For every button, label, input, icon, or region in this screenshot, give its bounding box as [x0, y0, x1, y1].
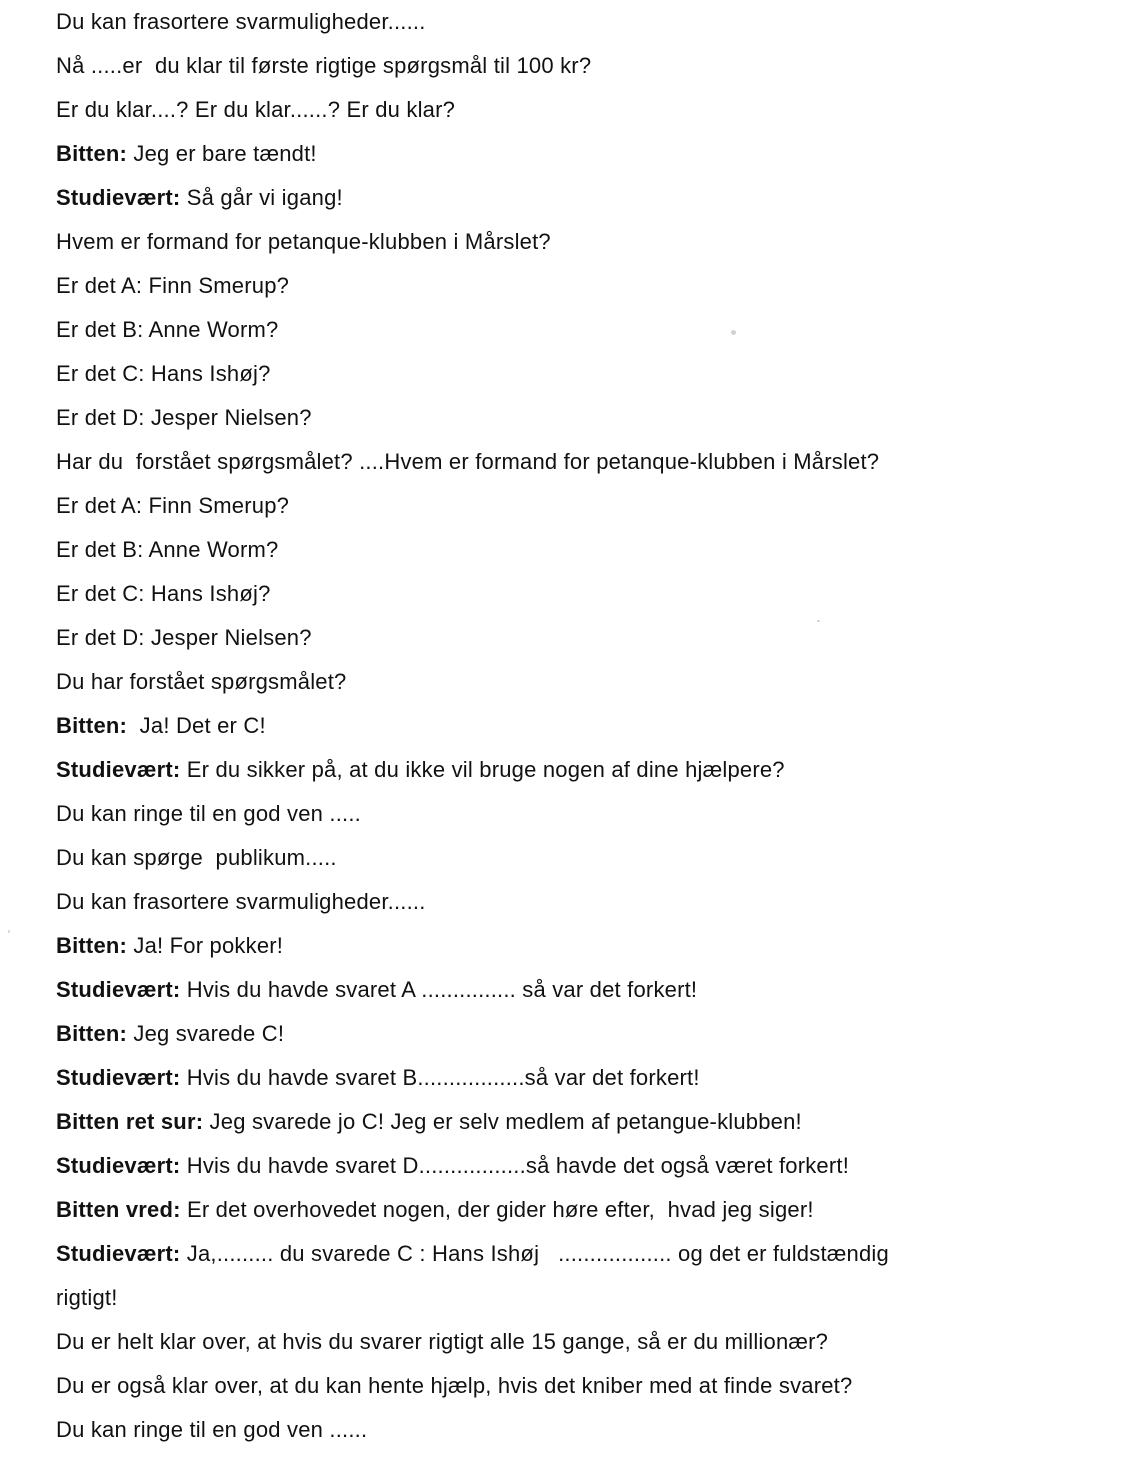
speaker-label: Bitten ret sur:: [56, 1109, 204, 1134]
line-text: Jeg svarede C!: [127, 1021, 285, 1046]
speaker-label: Bitten vred:: [56, 1197, 181, 1222]
dialogue-line: [56, 975, 697, 1005]
dialogue-line: [56, 1371, 852, 1401]
line-text: Er det D: Jesper Nielsen?: [56, 405, 312, 430]
scan-speck: [731, 330, 736, 335]
dialogue-line: [56, 579, 271, 609]
scan-speck: [817, 620, 820, 622]
dialogue-line: [56, 403, 312, 433]
line-text: Ja! For pokker!: [127, 933, 284, 958]
dialogue-line: [56, 359, 271, 389]
line-text: Hvis du havde svaret B.................så var det forkert!: [180, 1065, 700, 1090]
line-text: Jeg er bare tændt!: [127, 141, 317, 166]
dialogue-line: [56, 623, 312, 653]
scan-speck: [8, 930, 10, 933]
line-text: Er du klar....? Er du klar......? Er du klar?: [56, 97, 456, 122]
dialogue-line: [56, 183, 343, 213]
line-text: Er det C: Hans Ishøj?: [56, 581, 271, 606]
line-text: Er det B: Anne Worm?: [56, 317, 279, 342]
speaker-label: Studievært:: [56, 1065, 181, 1090]
speaker-label: Bitten:: [56, 713, 128, 738]
line-text: Hvis du havde svaret D.................så havde det også været forkert!: [180, 1153, 850, 1178]
line-text: rigtigt!: [56, 1285, 118, 1310]
dialogue-line: [56, 271, 289, 301]
dialogue-line: [56, 95, 455, 125]
line-text: Er det A: Finn Smerup?: [56, 273, 290, 298]
speaker-label: Studievært:: [56, 977, 181, 1002]
line-text: Jeg svarede jo C! Jeg er selv medlem af petangue-klubben!: [203, 1109, 802, 1134]
dialogue-line: [56, 1063, 700, 1093]
speaker-label: Studievært:: [56, 185, 181, 210]
speaker-label: Bitten:: [56, 141, 128, 166]
dialogue-line: [56, 711, 266, 741]
line-text: Du er helt klar over, at hvis du svarer rigtigt alle 15 gange, så er du millionær?: [56, 1329, 829, 1354]
line-text: Du kan spørge publikum.....: [56, 845, 337, 870]
dialogue-line: [56, 755, 785, 785]
dialogue-line: [56, 1195, 814, 1225]
line-text: Er du sikker på, at du ikke vil bruge nogen af dine hjælpere?: [180, 757, 785, 782]
line-text: Er det D: Jesper Nielsen?: [56, 625, 312, 650]
dialogue-line: [56, 667, 347, 697]
line-text: Er det C: Hans Ishøj?: [56, 361, 271, 386]
dialogue-line: [56, 315, 278, 345]
line-text: Du er også klar over, at du kan hente hjælp, hvis det kniber med at finde svaret?: [56, 1373, 853, 1398]
line-text: Så går vi igang!: [180, 185, 343, 210]
line-text: Du kan frasortere svarmuligheder......: [56, 9, 426, 34]
dialogue-line: [56, 447, 879, 477]
line-text: Hvem er formand for petanque-klubben i Mårslet?: [56, 229, 551, 254]
line-text: Du kan ringe til en god ven ......: [56, 1417, 368, 1442]
line-text: Hvis du havde svaret A ............... så var det forkert!: [180, 977, 698, 1002]
dialogue-line: [56, 931, 283, 961]
dialogue-line: [56, 887, 426, 917]
speaker-label: Studievært:: [56, 1241, 181, 1266]
dialogue-line: [56, 51, 591, 81]
line-text: Er det B: Anne Worm?: [56, 537, 279, 562]
line-text: Ja,......... du svarede C : Hans Ishøj .................. og det er fuldstændig: [180, 1241, 889, 1266]
dialogue-line: [56, 139, 317, 169]
speaker-label: Bitten:: [56, 933, 128, 958]
line-text: Ja! Det er C!: [127, 713, 266, 738]
speaker-label: Bitten:: [56, 1021, 128, 1046]
dialogue-line: [56, 491, 289, 521]
dialogue-line: [56, 1415, 367, 1445]
line-text: Er det overhovedet nogen, der gider høre efter, hvad jeg siger!: [180, 1197, 814, 1222]
dialogue-line: [56, 1239, 889, 1269]
line-text: Nå .....er du klar til første rigtige spørgsmål til 100 kr?: [56, 53, 592, 78]
dialogue-line: [56, 1151, 849, 1181]
dialogue-line: [56, 7, 426, 37]
line-text: Du har forstået spørgsmålet?: [56, 669, 347, 694]
dialogue-line: [56, 1107, 802, 1137]
speaker-label: Studievært:: [56, 757, 181, 782]
dialogue-line: [56, 1019, 284, 1049]
line-text: Du kan frasortere svarmuligheder......: [56, 889, 426, 914]
dialogue-line: [56, 535, 278, 565]
dialogue-line: [56, 799, 361, 829]
dialogue-line: [56, 1283, 118, 1313]
line-text: Er det A: Finn Smerup?: [56, 493, 290, 518]
dialogue-line: [56, 1327, 828, 1357]
dialogue-line: [56, 227, 551, 257]
line-text: Har du forstået spørgsmålet? ....Hvem er formand for petanque-klubben i Mårslet?: [56, 449, 880, 474]
line-text: Du kan ringe til en god ven .....: [56, 801, 361, 826]
dialogue-line: [56, 843, 337, 873]
speaker-label: Studievært:: [56, 1153, 181, 1178]
